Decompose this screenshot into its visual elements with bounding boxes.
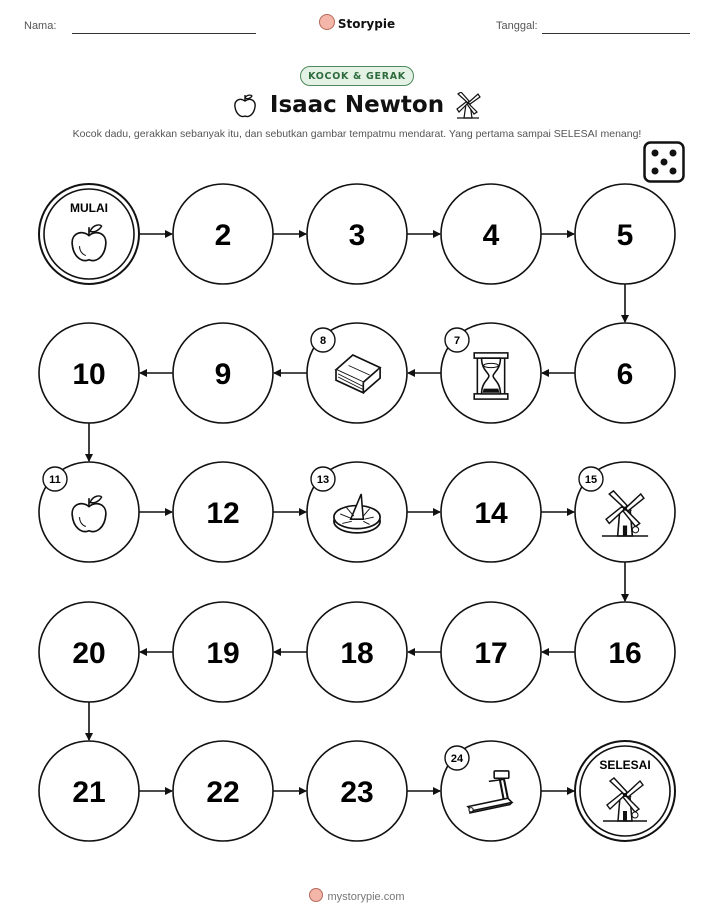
space-number: 8 bbox=[319, 335, 327, 347]
board-space bbox=[307, 184, 407, 284]
brand-name: Storypie bbox=[337, 17, 396, 31]
board-space bbox=[441, 602, 541, 702]
space-number: 5 bbox=[616, 219, 634, 252]
board-space bbox=[173, 184, 273, 284]
board-space bbox=[173, 462, 273, 562]
space-number: 19 bbox=[206, 637, 240, 670]
space-number: 17 bbox=[474, 637, 508, 670]
space-number: 13 bbox=[316, 474, 330, 486]
board-space bbox=[39, 323, 139, 423]
board-space bbox=[39, 602, 139, 702]
game-tag: KOCOK & GERAK bbox=[300, 66, 414, 86]
board-space bbox=[441, 184, 541, 284]
space-number: 9 bbox=[214, 358, 232, 391]
space-number: 18 bbox=[340, 637, 374, 670]
page-title: Isaac Newton bbox=[269, 92, 445, 118]
board-space bbox=[441, 323, 541, 423]
board-space bbox=[39, 741, 139, 841]
board-space bbox=[575, 602, 675, 702]
board-space bbox=[39, 462, 139, 562]
space-number: 20 bbox=[72, 637, 106, 670]
instructions: Kocok dadu, gerakkan sebanyak itu, dan sebutkan gambar tempatmu mendarat. Yang pertama sampai SELESAI menang! bbox=[72, 128, 642, 140]
name-label: Nama: bbox=[24, 20, 57, 32]
space-number: 21 bbox=[72, 776, 106, 809]
date-label: Tanggal: bbox=[496, 20, 538, 32]
space-number: 3 bbox=[348, 219, 366, 252]
space-number: 15 bbox=[584, 474, 598, 486]
start-label: MULAI bbox=[70, 201, 108, 215]
board-space bbox=[575, 323, 675, 423]
space-number: 12 bbox=[206, 497, 240, 530]
board-space bbox=[575, 462, 675, 562]
finish-label: SELESAI bbox=[599, 758, 651, 772]
board-space bbox=[173, 741, 273, 841]
storypie-logo-icon bbox=[309, 888, 323, 902]
board-space bbox=[307, 462, 407, 562]
board-space bbox=[173, 323, 273, 423]
space-number: 11 bbox=[49, 474, 61, 486]
footer-url[interactable]: mystorypie.com bbox=[327, 891, 405, 903]
space-number: 14 bbox=[474, 497, 508, 530]
space-number: 24 bbox=[450, 753, 464, 765]
board-space bbox=[441, 462, 541, 562]
board-space bbox=[173, 602, 273, 702]
space-number: 6 bbox=[616, 358, 634, 391]
board-space bbox=[307, 741, 407, 841]
board-space bbox=[307, 323, 407, 423]
space-number: 23 bbox=[340, 776, 374, 809]
space-number: 2 bbox=[214, 219, 232, 252]
board-space bbox=[307, 602, 407, 702]
footer bbox=[0, 888, 714, 903]
space-number: 16 bbox=[608, 637, 642, 670]
space-number: 7 bbox=[453, 335, 461, 347]
space-number: 10 bbox=[72, 358, 106, 391]
start-space bbox=[39, 184, 139, 284]
space-number: 4 bbox=[482, 219, 500, 252]
space-number: 22 bbox=[206, 776, 240, 809]
board-space bbox=[575, 184, 675, 284]
board-space bbox=[441, 741, 541, 841]
finish-space bbox=[575, 741, 675, 841]
